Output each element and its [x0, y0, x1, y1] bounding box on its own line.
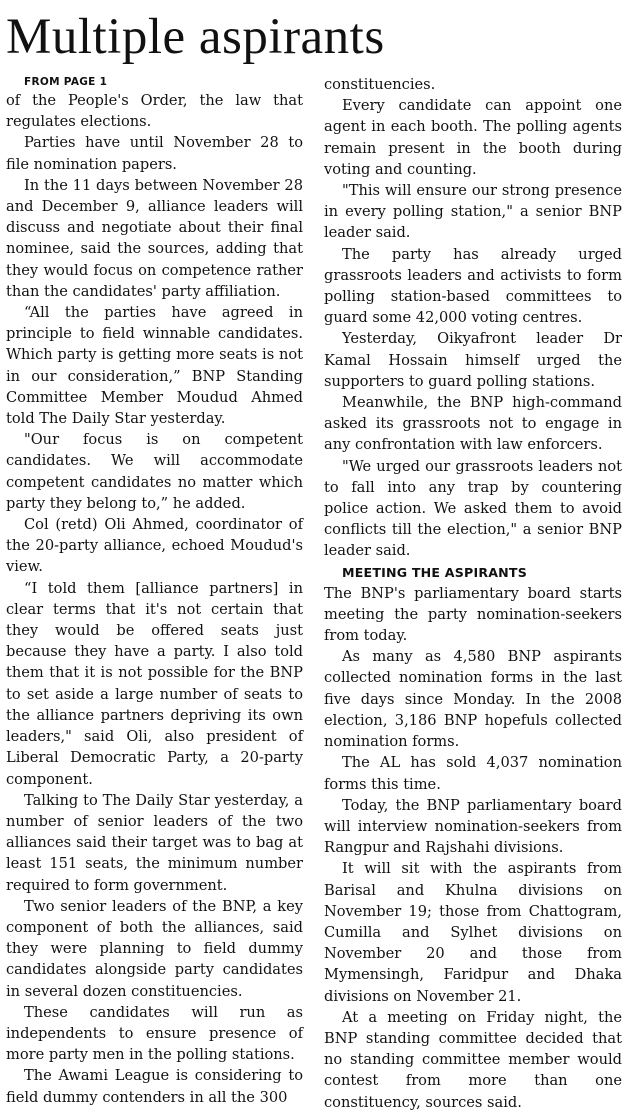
body-paragraph: In the 11 days between November 28 and December 9, alliance leaders will discuss and negotiate about their final nominee, said the sources, adding that they would focus on competence rather than the candidates' party affiliation.: [6, 176, 303, 300]
body-paragraph: As many as 4,580 BNP aspirants collected nomination forms in the last five days since Monday. In the 2008 election, 3,186 BNP hopefuls collected nomination forms.: [324, 648, 622, 751]
body-paragraph: Col (retd) Oli Ahmed, coordinator of the 20-party alliance, echoed Moudud's view.: [6, 516, 303, 576]
body-paragraph: "We urged our grassroots leaders not to fall into any trap by countering police action. We asked them to avoid conflicts till the election," a senior BNP leader said.: [324, 457, 622, 560]
body-paragraph: “I told them [alliance partners] in clear terms that it's not certain that they would be offered seats just because they have a party. I also told them that it is not possible for the BNP to set aside a large number of seats to the alliance partners depriving its own leaders," said Oli, also president of Liberal Democratic Party, a 20-party component.: [6, 579, 303, 788]
body-paragraph: Two senior leaders of the BNP, a key component of both the alliances, said they were planning to field dummy candidates alongside party candidates in several dozen constituencies.: [6, 897, 303, 1000]
body-paragraph: Every candidate can appoint one agent in each booth. The polling agents remain present in the booth during voting and counting.: [324, 97, 622, 178]
body-paragraph: constituencies.: [324, 76, 436, 93]
body-paragraph: The party has already urged grassroots leaders and activists to form polling station-based committees to guard some 42,000 voting centres.: [324, 245, 622, 327]
body-paragraph: Meanwhile, the BNP high-command asked its grassroots not to engage in any confrontation with law enforcers.: [324, 394, 622, 454]
body-paragraph: Parties have until November 28 to file nomination papers.: [6, 134, 303, 173]
body-paragraph: The AL has sold 4,037 nomination forms this time.: [324, 754, 622, 793]
body-paragraph: It will sit with the aspirants from Barisal and Khulna divisions on November 19; those from Chattogram, Cumilla and Sylhet divisions on November 20 and those from Mymensingh, Faridpur and Dhaka divisions on November 21.: [324, 860, 622, 1005]
body-paragraph: The Awami League is considering to field dummy contenders in all the 300: [6, 1067, 303, 1106]
body-paragraph: "Our focus is on competent candidates. We will accommodate competent candidates no matter which party they belong to,” he added.: [6, 431, 303, 512]
body-paragraph: of the People's Order, the law that regulates elections.: [6, 92, 303, 131]
body-paragraph: Yesterday, Oikyafront leader Dr Kamal Hossain himself urged the supporters to guard polling stations.: [324, 330, 622, 390]
article-column-left: [6, 74, 303, 1108]
subheading: MEETING THE ASPIRANTS: [342, 564, 527, 580]
body-paragraph: These candidates will run as independents to ensure presence of more party men in the polling stations.: [6, 1003, 303, 1064]
body-paragraph: At a meeting on Friday night, the BNP standing committee decided that no standing committee member would contest from more than one constituency, sources said.: [324, 1008, 622, 1111]
dateline: FROM PAGE 1: [24, 76, 108, 88]
article-column-right: [324, 74, 622, 1113]
body-paragraph: The BNP's parliamentary board starts meeting the party nomination-seekers from today.: [324, 584, 622, 645]
body-paragraph: “All the parties have agreed in principle to field winnable candidates. Which party is getting more seats is not in our consideration,” BNP Standing Committee Member Moudud Ahmed told The Daily Star yesterday.: [6, 304, 303, 428]
body-paragraph: Today, the BNP parliamentary board will interview nomination-seekers from Rangpur and Rajshahi divisions.: [324, 796, 622, 857]
body-paragraph: Talking to The Daily Star yesterday, a number of senior leaders of the two alliances said their target was to bag at least 151 seats, the minimum number required to form government.: [6, 791, 303, 894]
body-paragraph: "This will ensure our strong presence in every polling station," a senior BNP leader said.: [324, 182, 622, 242]
headline: Multiple aspirants: [6, 9, 385, 65]
